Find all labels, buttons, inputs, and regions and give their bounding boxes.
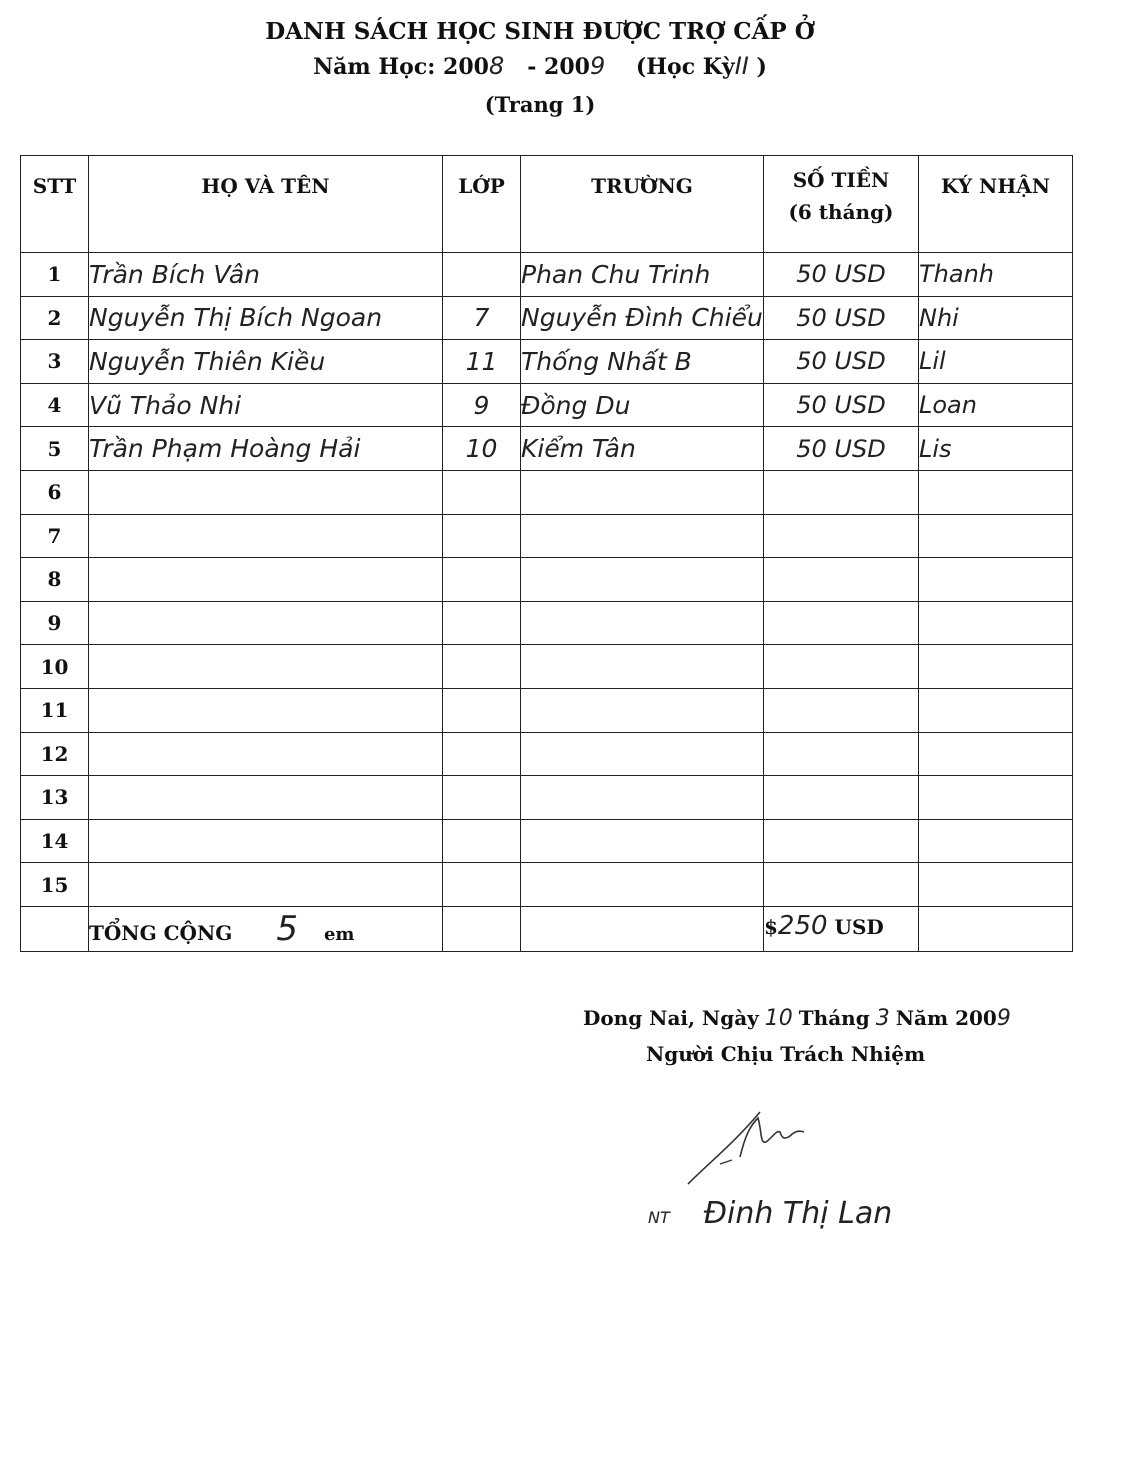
row-name — [89, 732, 443, 776]
amount-header-sub: (6 tháng) — [788, 200, 894, 224]
row-school — [521, 732, 764, 776]
row-school: Nguyễn Đình Chiểu — [521, 296, 764, 340]
year-start-printed: 200 — [443, 54, 489, 80]
row-school — [521, 863, 764, 907]
total-sign-cell — [919, 906, 1073, 951]
column-header-amount — [764, 156, 919, 253]
row-class — [443, 732, 521, 776]
row-stt: 6 — [21, 470, 89, 514]
column-header-name: HỌ VÀ TÊN — [89, 156, 443, 253]
table-row — [21, 383, 1073, 427]
table-row — [21, 427, 1073, 471]
row-amount — [764, 819, 919, 863]
row-class — [443, 253, 521, 297]
row-amount: 50 USD — [764, 340, 919, 384]
row-amount — [764, 558, 919, 602]
row-signature — [919, 732, 1073, 776]
row-amount — [764, 645, 919, 689]
total-label-cell — [89, 906, 443, 951]
row-class — [443, 601, 521, 645]
table-row — [21, 601, 1073, 645]
year-dash: - 200 — [527, 54, 590, 80]
row-amount — [764, 863, 919, 907]
amount-header-label: SỐ TIỀN — [792, 168, 890, 192]
row-name: Nguyễn Thị Bích Ngoan — [89, 296, 443, 340]
row-name — [89, 601, 443, 645]
signer-name: Đinh Thị Lan — [703, 1196, 893, 1231]
table-row — [21, 470, 1073, 514]
row-stt: 1 — [21, 253, 89, 297]
row-school — [521, 601, 764, 645]
year-handwritten: 9 — [996, 1006, 1011, 1031]
table-header-row — [21, 156, 1073, 253]
total-class-cell — [443, 906, 521, 951]
row-signature: Lis — [919, 427, 1073, 471]
row-stt: 12 — [21, 732, 89, 776]
row-school: Kiểm Tân — [521, 427, 764, 471]
row-school: Đồng Du — [521, 383, 764, 427]
row-amount: 50 USD — [764, 296, 919, 340]
table-row — [21, 296, 1073, 340]
row-name: Vũ Thảo Nhi — [89, 383, 443, 427]
place-label: Dong Nai, Ngày — [583, 1006, 759, 1030]
row-name: Trần Phạm Hoàng Hải — [89, 427, 443, 471]
row-name — [89, 514, 443, 558]
row-stt: 5 — [21, 427, 89, 471]
row-name: Nguyễn Thiên Kiều — [89, 340, 443, 384]
row-amount: 50 USD — [764, 253, 919, 297]
semester-handwritten: II — [734, 52, 749, 80]
row-class — [443, 470, 521, 514]
row-name: Trần Bích Vân — [89, 253, 443, 297]
document-title: DANH SÁCH HỌC SINH ĐƯỢC TRỢ CẤP Ở — [265, 18, 815, 45]
row-stt: 11 — [21, 688, 89, 732]
signer-prefix: NT — [648, 1208, 670, 1227]
table-row — [21, 732, 1073, 776]
row-signature — [919, 645, 1073, 689]
row-stt: 9 — [21, 601, 89, 645]
row-amount — [764, 470, 919, 514]
row-signature — [919, 514, 1073, 558]
total-school-cell — [521, 906, 764, 951]
row-amount: 50 USD — [764, 427, 919, 471]
row-class — [443, 558, 521, 602]
row-class — [443, 863, 521, 907]
year-start-handwritten: 8 — [488, 52, 505, 80]
signer-line — [648, 1196, 892, 1231]
total-stt-cell — [21, 906, 89, 951]
column-header-sign: KÝ NHẬN — [919, 156, 1073, 253]
row-amount: 50 USD — [764, 383, 919, 427]
table-row — [21, 776, 1073, 820]
column-header-stt: STT — [21, 156, 89, 253]
page-number: (Trang 1) — [484, 92, 596, 117]
row-stt: 4 — [21, 383, 89, 427]
month-label: Tháng — [798, 1006, 870, 1030]
row-amount — [764, 688, 919, 732]
row-school — [521, 819, 764, 863]
total-count-handwritten: 5 — [276, 908, 298, 949]
table-row — [21, 645, 1073, 689]
student-table — [20, 155, 1073, 952]
table-row — [21, 688, 1073, 732]
total-row — [21, 906, 1073, 951]
total-unit: em — [323, 923, 355, 945]
column-header-class: LỚP — [443, 156, 521, 253]
row-school: Phan Chu Trinh — [521, 253, 764, 297]
column-header-school: TRƯỜNG — [521, 156, 764, 253]
row-stt: 7 — [21, 514, 89, 558]
row-signature: Lil — [919, 340, 1073, 384]
row-signature: Thanh — [919, 253, 1073, 297]
row-stt: 2 — [21, 296, 89, 340]
row-school — [521, 645, 764, 689]
year-label: Năm 200 — [895, 1006, 997, 1030]
row-name — [89, 688, 443, 732]
table-row — [21, 558, 1073, 602]
handwritten-signature — [680, 1102, 840, 1192]
total-label: TỔNG CỘNG — [89, 920, 233, 945]
row-name — [89, 819, 443, 863]
table-row — [21, 340, 1073, 384]
total-amount-cell — [764, 906, 919, 951]
table-row — [21, 514, 1073, 558]
row-class: 9 — [443, 383, 521, 427]
row-class: 7 — [443, 296, 521, 340]
row-name — [89, 558, 443, 602]
row-school — [521, 558, 764, 602]
row-class: 10 — [443, 427, 521, 471]
row-amount — [764, 732, 919, 776]
semester-close: ) — [756, 54, 767, 80]
row-signature: Nhi — [919, 296, 1073, 340]
row-name — [89, 470, 443, 514]
row-name — [89, 863, 443, 907]
row-class — [443, 776, 521, 820]
row-stt: 13 — [21, 776, 89, 820]
total-amount-handwritten: 250 — [777, 910, 828, 941]
row-name — [89, 645, 443, 689]
row-class — [443, 688, 521, 732]
semester-label: (Học Kỳ — [635, 54, 735, 80]
month-handwritten: 3 — [875, 1006, 890, 1031]
row-school — [521, 514, 764, 558]
row-amount — [764, 514, 919, 558]
row-school: Thống Nhất B — [521, 340, 764, 384]
responsible-person-label: Người Chịu Trách Nhiệm — [646, 1042, 926, 1066]
row-signature: Loan — [919, 383, 1073, 427]
row-stt: 14 — [21, 819, 89, 863]
school-year-line — [0, 52, 1080, 80]
row-stt: 8 — [21, 558, 89, 602]
row-class — [443, 819, 521, 863]
row-class: 11 — [443, 340, 521, 384]
table-row — [21, 253, 1073, 297]
day-handwritten: 10 — [764, 1006, 793, 1031]
row-signature — [919, 863, 1073, 907]
row-stt: 15 — [21, 863, 89, 907]
table-row — [21, 819, 1073, 863]
year-end-handwritten: 9 — [589, 52, 606, 80]
row-amount — [764, 601, 919, 645]
row-class — [443, 645, 521, 689]
row-stt: 3 — [21, 340, 89, 384]
row-school — [521, 688, 764, 732]
row-signature — [919, 601, 1073, 645]
total-amount-unit: USD — [834, 914, 884, 939]
row-signature — [919, 558, 1073, 602]
row-signature — [919, 688, 1073, 732]
row-school — [521, 470, 764, 514]
row-name — [89, 776, 443, 820]
row-signature — [919, 776, 1073, 820]
place-date-line — [583, 1006, 1011, 1031]
row-signature — [919, 819, 1073, 863]
row-stt: 10 — [21, 645, 89, 689]
row-school — [521, 776, 764, 820]
row-signature — [919, 470, 1073, 514]
row-amount — [764, 776, 919, 820]
table-row — [21, 863, 1073, 907]
school-year-label: Năm Học: — [313, 54, 436, 80]
row-class — [443, 514, 521, 558]
total-currency: $ — [764, 914, 778, 939]
